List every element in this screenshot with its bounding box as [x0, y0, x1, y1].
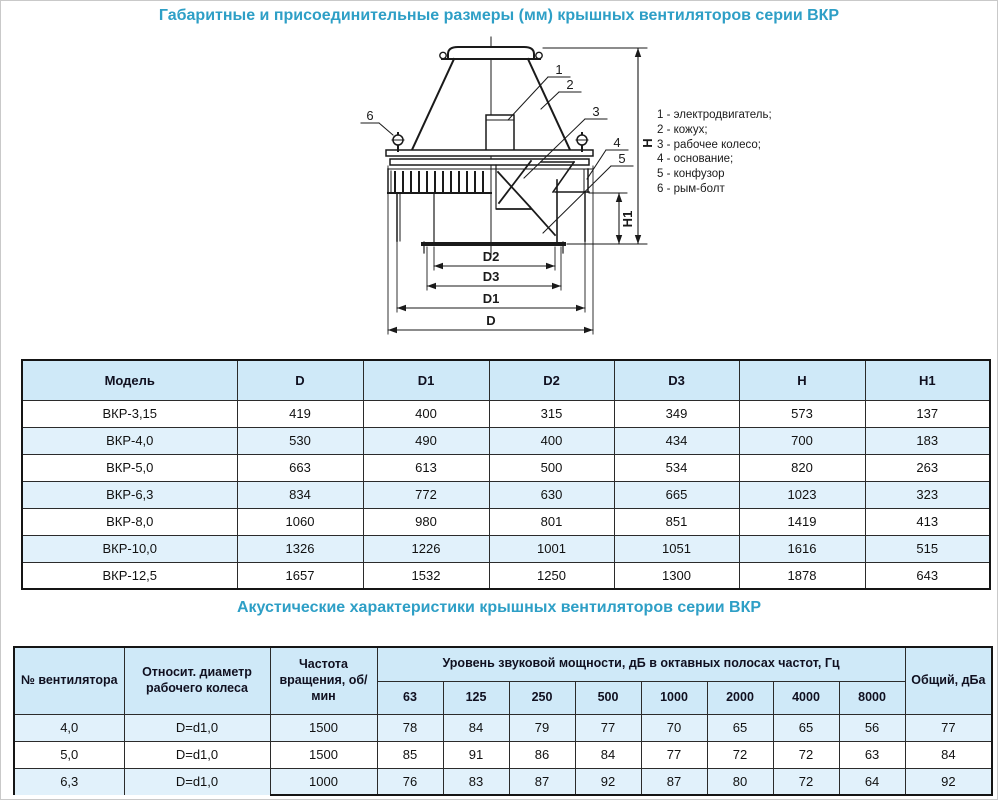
eye-bolt-left [392, 133, 404, 151]
callout-6: 6 [366, 108, 374, 123]
table-cell: 1300 [614, 562, 739, 589]
table-cell: 65 [707, 714, 773, 741]
page-title-dimensions: Габаритные и присоединительные размеры (мм) крышных вентиляторов серии ВКР [158, 7, 840, 24]
table-cell: 1532 [363, 562, 489, 589]
table-cell: 84 [443, 714, 509, 741]
table-cell: 137 [865, 400, 990, 427]
table-cell: 183 [865, 427, 990, 454]
dim-label-d: D [486, 313, 496, 328]
table-cell: 490 [363, 427, 489, 454]
column-header-rel-diameter: Относит. диаметр рабочего колеса [124, 647, 270, 714]
table-cell: 77 [905, 714, 992, 741]
table-cell: 76 [377, 768, 443, 795]
table-cell: 5,0 [14, 741, 124, 768]
table-cell: 834 [237, 481, 363, 508]
table-cell: 56 [839, 714, 905, 741]
table-cell: 980 [363, 508, 489, 535]
table-cell: 72 [707, 741, 773, 768]
table-cell: 1226 [363, 535, 489, 562]
table-cell: 1060 [237, 508, 363, 535]
callout-3: 3 [592, 104, 600, 119]
table-cell: 630 [489, 481, 614, 508]
column-header-total: Общий, дБа [905, 647, 992, 714]
motor [486, 115, 514, 153]
table-cell: 86 [509, 741, 575, 768]
table-cell: 84 [905, 741, 992, 768]
top-cap [440, 47, 542, 59]
column-header: H1 [865, 360, 990, 400]
table-cell: ВКР-5,0 [22, 454, 237, 481]
legend-item: 5 - конфузор [657, 168, 725, 181]
table-cell: 1023 [739, 481, 865, 508]
table-cell: 77 [641, 741, 707, 768]
table-cell: 1878 [739, 562, 865, 589]
table-cell: ВКР-6,3 [22, 481, 237, 508]
table-cell: 85 [377, 741, 443, 768]
column-header-freq: 250 [509, 681, 575, 714]
column-header-freq: 500 [575, 681, 641, 714]
table-cell: 772 [363, 481, 489, 508]
table-cell: 6,3 [14, 768, 124, 795]
table-cell: 92 [575, 768, 641, 795]
column-header-freq: 4000 [773, 681, 839, 714]
table-cell: D=d1,0 [124, 714, 270, 741]
table-cell: 87 [509, 768, 575, 795]
table-row [22, 562, 990, 589]
table-cell: 820 [739, 454, 865, 481]
table-cell: 1657 [237, 562, 363, 589]
table-cell: ВКР-4,0 [22, 427, 237, 454]
table-cell: 515 [865, 535, 990, 562]
table-cell: 663 [237, 454, 363, 481]
callout-4: 4 [613, 135, 621, 150]
dim-label-h: H [640, 138, 655, 148]
table-cell: 700 [739, 427, 865, 454]
page-title-acoustic: Акустические характеристики крышных вентиляторов серии ВКР [236, 599, 762, 616]
table-cell: 70 [641, 714, 707, 741]
table-row [22, 427, 990, 454]
column-header-rotation: Частота вращения, об/мин [270, 647, 377, 714]
table-cell: 77 [575, 714, 641, 741]
column-header: D3 [614, 360, 739, 400]
column-header: D1 [363, 360, 489, 400]
table-cell: 84 [575, 741, 641, 768]
callout-5: 5 [618, 151, 626, 166]
callout-1: 1 [555, 62, 563, 77]
table-cell: 1500 [270, 714, 377, 741]
legend-item: 1 - электродвигатель; [657, 109, 772, 121]
table-cell: ВКР-10,0 [22, 535, 237, 562]
table-cell: 63 [839, 741, 905, 768]
table-cell: 851 [614, 508, 739, 535]
table-cell: 1051 [614, 535, 739, 562]
table-cell: 1326 [237, 535, 363, 562]
column-header-freq: 8000 [839, 681, 905, 714]
table-cell: ВКР-8,0 [22, 508, 237, 535]
table-cell: 643 [865, 562, 990, 589]
legend-item: 4 - основание; [657, 153, 734, 166]
table-cell: 78 [377, 714, 443, 741]
table-cell: 79 [509, 714, 575, 741]
table-cell: 419 [237, 400, 363, 427]
column-header: Модель [22, 360, 237, 400]
table-cell: 500 [489, 454, 614, 481]
table-cell: 400 [363, 400, 489, 427]
table-cell: 83 [443, 768, 509, 795]
table-row [22, 400, 990, 427]
table-cell: 91 [443, 741, 509, 768]
table-cell: 400 [489, 427, 614, 454]
table-cell: 665 [614, 481, 739, 508]
table-row [14, 714, 992, 741]
legend-item: 2 - кожух; [657, 123, 708, 136]
column-header-freq: 2000 [707, 681, 773, 714]
table-cell: 434 [614, 427, 739, 454]
table-header-row [22, 360, 990, 400]
table-cell: 64 [839, 768, 905, 795]
dim-label-h1: H1 [620, 210, 635, 228]
callout-2: 2 [566, 77, 574, 92]
column-header: H [739, 360, 865, 400]
table-cell: 801 [489, 508, 614, 535]
dimensions-table [21, 359, 991, 590]
table-cell: 4,0 [14, 714, 124, 741]
table-cell: 87 [641, 768, 707, 795]
table-cell: 1500 [270, 741, 377, 768]
eye-bolt-right [576, 133, 588, 151]
dim-label-d1: D1 [482, 291, 500, 306]
table-row [22, 481, 990, 508]
table-row [22, 535, 990, 562]
column-header-freq: 63 [377, 681, 443, 714]
table-cell: 80 [707, 768, 773, 795]
table-cell: 530 [237, 427, 363, 454]
column-header-fan-no: № вентилятора [14, 647, 124, 714]
table-cell: D=d1,0 [124, 768, 270, 795]
legend-item: 6 - рым-болт [657, 182, 725, 195]
table-cell: D=d1,0 [124, 741, 270, 768]
table-cell: 573 [739, 400, 865, 427]
table-cell: 92 [905, 768, 992, 795]
table-row [22, 454, 990, 481]
column-header-freq: 1000 [641, 681, 707, 714]
table-cell: 1000 [270, 768, 377, 795]
table-row [22, 508, 990, 535]
dim-label-d3: D3 [482, 269, 500, 284]
table-row [14, 768, 992, 795]
table-cell: 613 [363, 454, 489, 481]
column-header: D2 [489, 360, 614, 400]
table-cell: 413 [865, 508, 990, 535]
table-cell: 72 [773, 768, 839, 795]
table-cell: 315 [489, 400, 614, 427]
table-cell: 1250 [489, 562, 614, 589]
table-cell: 263 [865, 454, 990, 481]
table-cell: 1001 [489, 535, 614, 562]
table-cell: 72 [773, 741, 839, 768]
fan-drawing [331, 31, 671, 361]
column-header-sound-power: Уровень звуковой мощности, дБ в октавных полосах частот, Гц [377, 647, 905, 681]
dim-label-d2: D2 [482, 249, 500, 264]
column-header-freq: 125 [443, 681, 509, 714]
acoustic-table [13, 646, 993, 796]
table-cell: 65 [773, 714, 839, 741]
table-cell: ВКР-3,15 [22, 400, 237, 427]
legend-item: 3 - рабочее колесо; [657, 138, 761, 151]
table-header-row [14, 647, 992, 681]
table-row [14, 741, 992, 768]
fan-diagram [331, 31, 671, 361]
table-cell: 349 [614, 400, 739, 427]
table-cell: 534 [614, 454, 739, 481]
diagram-legend [657, 108, 772, 197]
column-header: D [237, 360, 363, 400]
table-cell: ВКР-12,5 [22, 562, 237, 589]
impeller [496, 161, 574, 242]
table-cell: 1616 [739, 535, 865, 562]
table-cell: 323 [865, 481, 990, 508]
table-cell: 1419 [739, 508, 865, 535]
